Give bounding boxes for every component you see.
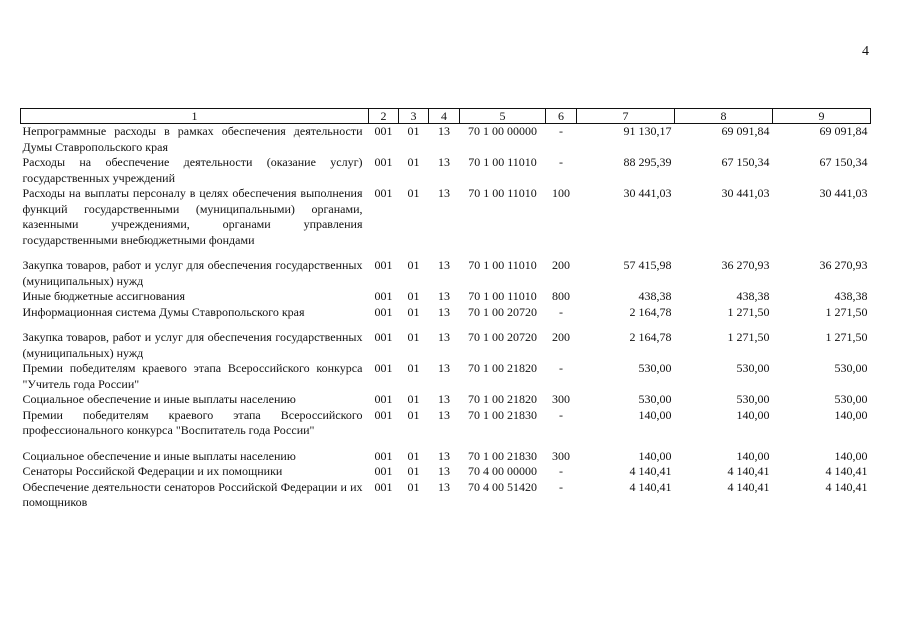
cell-amount-9: 67 150,34	[819, 155, 868, 169]
cell-amount-9: 69 091,84	[819, 124, 868, 138]
cell-subsection-code: 13	[438, 392, 450, 406]
table-row	[21, 186, 871, 258]
cell-section-code: 01	[407, 407, 420, 422]
cell-section-code: 01	[407, 361, 420, 375]
table-row	[21, 408, 871, 449]
header-cell: 8	[675, 109, 773, 124]
cell-name: Сенаторы Российской Федерации и их помощники	[22, 464, 283, 478]
cell-target-article: 70 1 00 20720	[468, 304, 537, 319]
table-row	[21, 305, 871, 331]
cell-amount-9: 4 140,41	[825, 464, 868, 478]
table-row	[21, 258, 871, 289]
table-row	[21, 392, 871, 408]
table-body	[21, 124, 871, 511]
cell-subsection-code: 13	[438, 330, 450, 344]
cell-subsection-code: 13	[438, 464, 450, 478]
cell-target-article: 70 1 00 20720	[468, 330, 537, 344]
page-number: 4	[862, 44, 869, 59]
cell-section-code: 01	[407, 289, 420, 303]
header-cell: 9	[773, 109, 871, 124]
cell-name: Иные бюджетные ассигнования	[22, 289, 185, 303]
cell-subsection-code: 13	[438, 361, 450, 375]
cell-amount-8: 4 140,41	[727, 464, 770, 478]
cell-amount-7: 88 295,39	[623, 155, 672, 169]
cell-expense-type: -	[559, 464, 563, 478]
cell-section-code: 01	[407, 124, 420, 138]
cell-expense-type: -	[559, 155, 563, 169]
header-cell: 6	[546, 109, 577, 124]
cell-expense-type: 800	[552, 289, 570, 303]
table-row	[21, 480, 871, 511]
cell-target-article: 70 1 00 21830	[468, 448, 537, 463]
cell-amount-7: 30 441,03	[623, 186, 672, 200]
table-row	[21, 330, 871, 361]
cell-amount-7: 530,00	[638, 361, 672, 375]
cell-ministry-code: 001	[374, 155, 393, 169]
cell-name: Закупка товаров, работ и услуг для обеспечения государственных (муниципальных) нужд	[22, 258, 363, 288]
cell-section-code: 01	[407, 186, 420, 200]
table-row	[21, 155, 871, 186]
cell-name: Закупка товаров, работ и услуг для обеспечения государственных (муниципальных) нужд	[22, 330, 363, 360]
cell-name: Расходы на обеспечение деятельности (оказание услуг) государственных учреждений	[22, 155, 363, 185]
cell-subsection-code: 13	[438, 479, 450, 494]
cell-expense-type: -	[559, 124, 563, 138]
header-cell: 3	[399, 109, 429, 124]
cell-subsection-code: 13	[438, 258, 450, 272]
cell-name: Расходы на выплаты персоналу в целях обеспечения выполнения функций государственными (муниципальными) органами, казенными учреждениями, органами управления государственными внебюджетными фондами	[22, 186, 363, 247]
cell-ministry-code: 001	[374, 124, 393, 138]
cell-amount-9: 140,00	[834, 407, 868, 422]
header-cell: 7	[577, 109, 675, 124]
cell-amount-8: 140,00	[736, 407, 770, 422]
cell-amount-8: 30 441,03	[721, 186, 770, 200]
cell-expense-type: 200	[552, 258, 570, 272]
cell-amount-7: 530,00	[638, 392, 672, 406]
cell-name: Премии победителям краевого этапа Всероссийского профессионального конкурса "Воспитатель года России"	[22, 407, 363, 437]
cell-ministry-code: 001	[374, 186, 393, 200]
cell-subsection-code: 13	[438, 448, 450, 463]
cell-amount-9: 530,00	[834, 392, 868, 406]
budget-table	[20, 108, 871, 511]
cell-amount-8: 36 270,93	[721, 258, 770, 272]
cell-ministry-code: 001	[374, 448, 393, 463]
cell-expense-type: -	[559, 361, 563, 375]
cell-amount-9: 30 441,03	[819, 186, 868, 200]
cell-amount-7: 57 415,98	[623, 258, 672, 272]
table-row	[21, 449, 871, 465]
header-cell: 2	[369, 109, 399, 124]
cell-amount-7: 2 164,78	[629, 330, 672, 344]
table-row	[21, 289, 871, 305]
cell-target-article: 70 1 00 11010	[468, 186, 537, 200]
cell-section-code: 01	[407, 155, 420, 169]
cell-section-code: 01	[407, 392, 420, 406]
cell-section-code: 01	[407, 330, 420, 344]
cell-expense-type: -	[559, 407, 563, 422]
cell-name: Непрограммные расходы в рамках обеспечения деятельности Думы Ставропольского края	[22, 124, 363, 154]
cell-target-article: 70 4 00 51420	[468, 479, 537, 494]
cell-target-article: 70 1 00 11010	[468, 289, 537, 303]
cell-amount-8: 530,00	[736, 392, 770, 406]
cell-amount-9: 1 271,50	[825, 330, 868, 344]
cell-expense-type: -	[559, 304, 563, 319]
cell-subsection-code: 13	[438, 155, 450, 169]
cell-amount-8: 69 091,84	[721, 124, 770, 138]
cell-amount-7: 4 140,41	[629, 464, 672, 478]
cell-section-code: 01	[407, 258, 420, 272]
cell-amount-9: 1 271,50	[825, 304, 868, 319]
cell-expense-type: 200	[552, 330, 570, 344]
cell-expense-type: -	[559, 479, 563, 494]
cell-amount-8: 1 271,50	[727, 330, 770, 344]
cell-target-article: 70 1 00 11010	[468, 258, 537, 272]
cell-amount-8: 140,00	[736, 448, 770, 463]
table-row	[21, 361, 871, 392]
cell-expense-type: 100	[552, 186, 570, 200]
cell-subsection-code: 13	[438, 304, 450, 319]
cell-amount-8: 1 271,50	[727, 304, 770, 319]
cell-target-article: 70 1 00 21820	[468, 361, 537, 375]
cell-amount-8: 67 150,34	[721, 155, 770, 169]
cell-ministry-code: 001	[374, 464, 393, 478]
cell-subsection-code: 13	[438, 289, 450, 303]
cell-section-code: 01	[407, 479, 420, 494]
cell-amount-9: 140,00	[834, 448, 868, 463]
cell-subsection-code: 13	[438, 186, 450, 200]
cell-ministry-code: 001	[374, 258, 393, 272]
cell-ministry-code: 001	[374, 330, 393, 344]
cell-ministry-code: 001	[374, 304, 393, 319]
cell-section-code: 01	[407, 448, 420, 463]
cell-amount-8: 4 140,41	[727, 479, 770, 494]
cell-amount-9: 36 270,93	[819, 258, 868, 272]
cell-ministry-code: 001	[374, 361, 393, 375]
cell-target-article: 70 1 00 21830	[468, 407, 537, 422]
cell-amount-9: 4 140,41	[825, 479, 868, 494]
cell-amount-7: 438,38	[638, 289, 672, 303]
cell-name: Информационная система Думы Ставропольского края	[22, 304, 305, 319]
cell-amount-7: 4 140,41	[629, 479, 672, 494]
cell-ministry-code: 001	[374, 479, 393, 494]
cell-amount-9: 530,00	[834, 361, 868, 375]
cell-expense-type: 300	[552, 392, 570, 406]
cell-name: Социальное обеспечение и иные выплаты населению	[22, 392, 296, 406]
cell-target-article: 70 4 00 00000	[468, 464, 537, 478]
table-row	[21, 464, 871, 480]
cell-amount-8: 438,38	[736, 289, 770, 303]
table-header-row	[21, 109, 871, 124]
cell-amount-9: 438,38	[834, 289, 868, 303]
cell-section-code: 01	[407, 464, 420, 478]
header-cell: 4	[429, 109, 460, 124]
cell-name: Социальное обеспечение и иные выплаты населению	[22, 448, 296, 463]
cell-expense-type: 300	[552, 448, 570, 463]
cell-ministry-code: 001	[374, 289, 393, 303]
cell-subsection-code: 13	[438, 407, 450, 422]
cell-target-article: 70 1 00 00000	[468, 124, 537, 138]
table-row	[21, 124, 871, 156]
cell-target-article: 70 1 00 21820	[468, 392, 537, 406]
cell-amount-7: 140,00	[638, 448, 672, 463]
cell-section-code: 01	[407, 304, 420, 319]
cell-ministry-code: 001	[374, 392, 393, 406]
cell-amount-7: 91 130,17	[623, 124, 672, 138]
cell-subsection-code: 13	[438, 124, 450, 138]
cell-name: Премии победителям краевого этапа Всероссийского конкурса "Учитель года России"	[22, 361, 363, 391]
cell-target-article: 70 1 00 11010	[468, 155, 537, 169]
header-cell: 1	[21, 109, 369, 124]
cell-amount-7: 2 164,78	[629, 304, 672, 319]
cell-amount-8: 530,00	[736, 361, 770, 375]
budget-table-container	[20, 108, 870, 511]
cell-amount-7: 140,00	[638, 407, 672, 422]
cell-name: Обеспечение деятельности сенаторов Российской Федерации и их помощников	[22, 479, 363, 509]
header-cell: 5	[460, 109, 546, 124]
cell-ministry-code: 001	[374, 407, 393, 422]
